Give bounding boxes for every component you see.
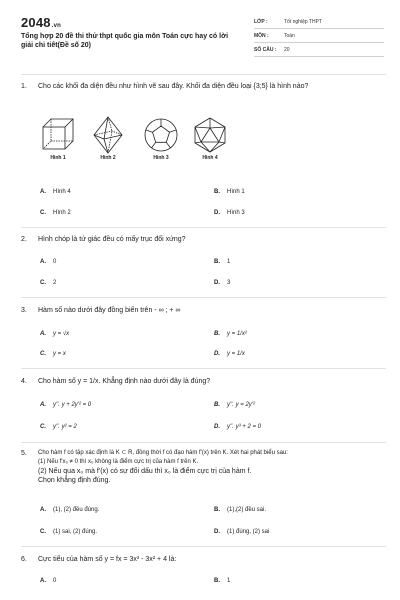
option-label: C. bbox=[40, 351, 46, 357]
option-text: Hình 3 bbox=[227, 210, 245, 216]
octahedron-icon bbox=[90, 115, 126, 155]
option-d[interactable] bbox=[214, 279, 230, 287]
figure-caption: Hình 3 bbox=[153, 155, 169, 161]
option-a[interactable] bbox=[40, 188, 71, 196]
meta-row-class bbox=[254, 15, 384, 29]
option-text: Hình 4 bbox=[53, 189, 71, 195]
option-label: C. bbox=[40, 529, 46, 535]
figure-caption: Hình 2 bbox=[100, 155, 116, 161]
option-text: (1),(2) đều sai. bbox=[227, 507, 267, 513]
figure-caption: Hình 4 bbox=[202, 155, 218, 161]
option-label: A. bbox=[40, 402, 46, 408]
option-text: y = √x bbox=[53, 331, 70, 337]
figure-3 bbox=[143, 115, 179, 163]
logo-text: 2048 bbox=[21, 15, 51, 30]
logo-suffix: .vn bbox=[51, 23, 62, 29]
meta-value: Tốt nghiệp THPT bbox=[284, 18, 322, 25]
option-label: B. bbox=[214, 507, 220, 513]
option-label: C. bbox=[40, 280, 46, 286]
option-b[interactable] bbox=[214, 401, 255, 409]
option-label: A. bbox=[40, 578, 46, 584]
option-text: 0 bbox=[53, 259, 57, 265]
option-text: y = 1/x bbox=[227, 351, 245, 357]
option-label: D. bbox=[214, 424, 220, 430]
option-text: y''. y = 2y'² bbox=[227, 402, 255, 408]
question-number: 6. bbox=[21, 556, 27, 563]
option-label: A. bbox=[40, 331, 46, 337]
option-a[interactable] bbox=[40, 258, 56, 266]
option-text: 2 bbox=[53, 280, 57, 286]
option-text: (1), (2) đều đúng. bbox=[53, 507, 100, 513]
option-b[interactable] bbox=[214, 577, 230, 585]
option-label: D. bbox=[214, 210, 220, 216]
divider bbox=[21, 546, 386, 547]
option-text: 0 bbox=[53, 578, 57, 584]
site-logo[interactable] bbox=[21, 15, 61, 30]
question-text: Hình chóp là tứ giác đều có mấy trục đối xứng? bbox=[38, 236, 186, 243]
option-text: y = x bbox=[53, 351, 66, 357]
question-number: 5. bbox=[21, 450, 27, 457]
option-d[interactable] bbox=[214, 423, 261, 431]
question-number: 1. bbox=[21, 83, 27, 90]
option-label: B. bbox=[214, 331, 220, 337]
option-b[interactable] bbox=[214, 258, 230, 266]
question-text: Hàm số nào dưới đây đồng biến trên - ∞ ; + ∞ bbox=[38, 307, 181, 314]
option-label: D. bbox=[214, 280, 220, 286]
meta-row-count bbox=[254, 43, 384, 57]
divider bbox=[21, 368, 386, 369]
option-label: B. bbox=[214, 259, 220, 265]
option-text: 1 bbox=[227, 259, 231, 265]
figure-caption: Hình 1 bbox=[50, 155, 66, 161]
meta-value: 20 bbox=[284, 46, 290, 53]
meta-key: MÔN : bbox=[254, 32, 269, 39]
option-text: Hình 1 bbox=[227, 189, 245, 195]
option-text: (1) sai, (2) đúng. bbox=[53, 529, 98, 535]
option-a[interactable] bbox=[40, 506, 99, 514]
document-title: Tổng hợp 20 đề thi thử thpt quốc gia môn Toán cực hay có lời giải chi tiết(Đề số 20) bbox=[21, 33, 229, 49]
option-a[interactable] bbox=[40, 577, 56, 585]
option-a[interactable] bbox=[40, 401, 91, 409]
divider bbox=[21, 227, 386, 228]
meta-key: SỐ CÂU : bbox=[254, 46, 277, 53]
option-text: (1) đúng, (2) sai bbox=[227, 529, 270, 535]
option-label: A. bbox=[40, 259, 46, 265]
figure-2 bbox=[90, 115, 126, 163]
question-line: (1) Nếu f'x₀ ≠ 0 thì x₀ không là điểm cực trị của hàm f trên K. bbox=[38, 459, 199, 465]
option-label: B. bbox=[214, 189, 220, 195]
option-b[interactable] bbox=[214, 506, 266, 514]
question-text: Cho hàm số y = 1/x. Khẳng định nào dưới đây là đúng? bbox=[38, 378, 211, 385]
figure-1 bbox=[40, 115, 76, 163]
question-number: 4. bbox=[21, 378, 27, 385]
question-text: Cho các khối đa diện đều như hình vẽ sau đây. Khối đa diện đều loại {3;5} là hình nào? bbox=[38, 83, 309, 90]
figure-4 bbox=[192, 115, 228, 163]
question-line: Cho hàm f có tập xác định là K ⊂ R, đồng thời f có đạo hàm f'(x) trên K. Xét hai phát biểu sau: bbox=[38, 450, 288, 456]
option-text: y''. y³ + 2 = 0 bbox=[227, 424, 261, 430]
divider bbox=[21, 74, 386, 75]
option-d[interactable] bbox=[214, 209, 245, 217]
option-label: D. bbox=[214, 351, 220, 357]
option-a[interactable] bbox=[40, 330, 69, 338]
cube-icon bbox=[40, 115, 76, 155]
polyhedra-figures bbox=[40, 115, 230, 175]
divider bbox=[21, 442, 386, 443]
meta-value: Toán bbox=[284, 32, 295, 39]
option-text: 1 bbox=[227, 578, 231, 584]
question-line: Chọn khẳng định đúng. bbox=[38, 477, 111, 484]
option-text: Hình 2 bbox=[53, 210, 71, 216]
option-label: A. bbox=[40, 189, 46, 195]
option-text: y''. y² = 2 bbox=[53, 424, 77, 430]
option-text: y = 1/x² bbox=[227, 331, 247, 337]
icosahedron-icon bbox=[192, 115, 228, 155]
option-b[interactable] bbox=[214, 188, 245, 196]
option-c[interactable] bbox=[40, 350, 66, 358]
option-label: B. bbox=[214, 402, 220, 408]
option-b[interactable] bbox=[214, 330, 247, 338]
meta-table bbox=[254, 15, 384, 57]
option-c[interactable] bbox=[40, 528, 97, 536]
option-c[interactable] bbox=[40, 423, 77, 431]
option-label: B. bbox=[214, 578, 220, 584]
option-c[interactable] bbox=[40, 209, 71, 217]
question-number: 3. bbox=[21, 307, 27, 314]
option-label: C. bbox=[40, 210, 46, 216]
dodecahedron-icon bbox=[143, 115, 179, 155]
option-label: A. bbox=[40, 507, 46, 513]
question-number: 2. bbox=[21, 236, 27, 243]
meta-row-subject bbox=[254, 29, 384, 43]
meta-key: LỚP : bbox=[254, 18, 268, 25]
option-text: 3 bbox=[227, 280, 231, 286]
option-text: y''. y + 2y'² = 0 bbox=[53, 402, 92, 408]
divider bbox=[21, 297, 386, 298]
option-label: D. bbox=[214, 529, 220, 535]
option-d[interactable] bbox=[214, 528, 269, 536]
option-c[interactable] bbox=[40, 279, 56, 287]
question-text bbox=[38, 449, 378, 485]
option-label: C. bbox=[40, 424, 46, 430]
question-text: Cực tiểu của hàm số y = fx = 3x³ - 3x² + 4 là: bbox=[38, 556, 177, 563]
option-d[interactable] bbox=[214, 350, 245, 358]
question-line: (2) Nếu qua x₀ mà f'(x) có sự đổi dấu thì x₀ là điểm cực trị của hàm f. bbox=[38, 468, 252, 475]
